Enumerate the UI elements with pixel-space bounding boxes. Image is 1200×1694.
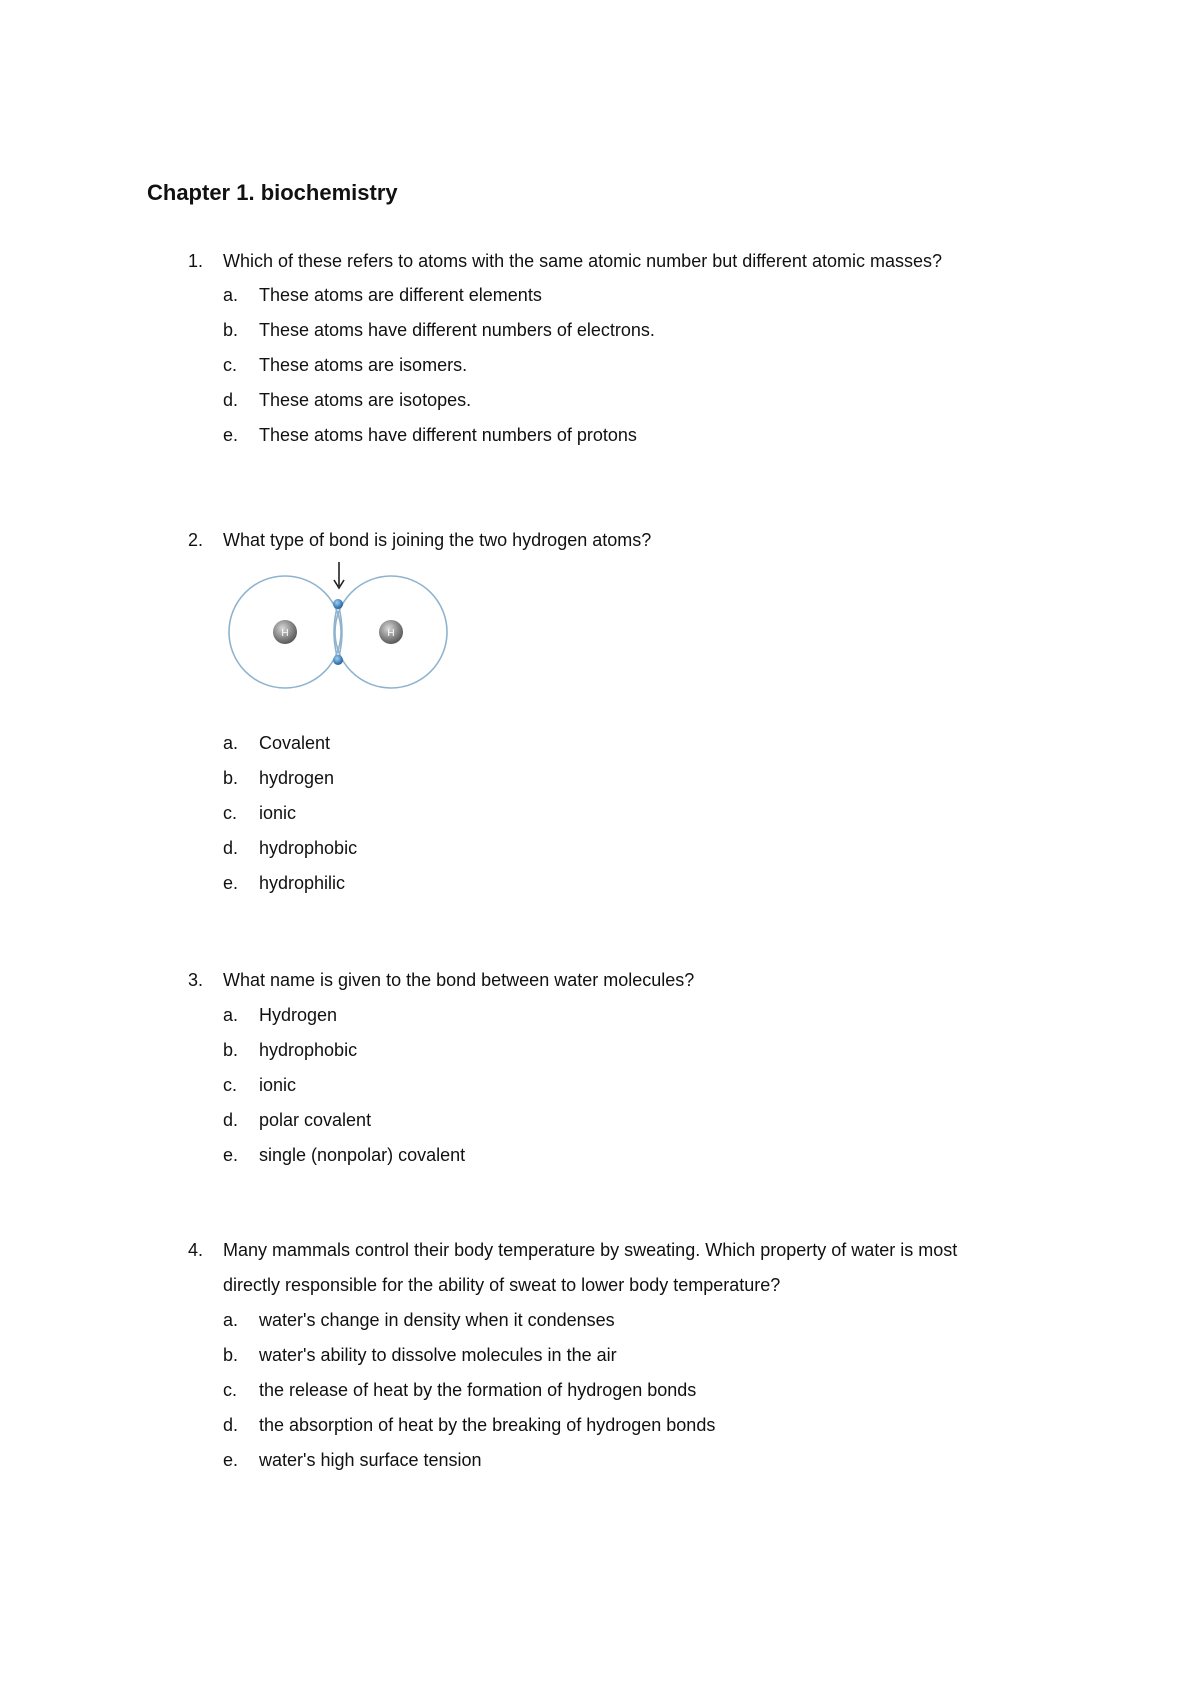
question-number: 1. [188, 251, 204, 271]
left-atom-label: H [281, 628, 289, 639]
option-letter: e. [223, 1145, 239, 1165]
option-letter: d. [223, 390, 239, 410]
option-text: hydrophilic [259, 873, 346, 893]
option-text: water's high surface tension [259, 1450, 482, 1470]
question-number: 2. [188, 530, 204, 550]
question-text: What name is given to the bond between water molecules? [223, 970, 695, 990]
option-text: These atoms have different numbers of electrons. [259, 320, 655, 340]
chapter-title: Chapter 1. biochemistry [147, 180, 398, 205]
option-letter: c. [223, 803, 238, 823]
option-text: hydrophobic [259, 1040, 358, 1060]
option-letter: e. [223, 1450, 239, 1470]
option-letter: d. [223, 838, 239, 858]
hydrogen-molecule-svg [222, 556, 452, 696]
option-text: water's change in density when it condenses [259, 1310, 615, 1330]
hydrogen-molecule-diagram [222, 556, 452, 696]
option-text: polar covalent [259, 1110, 372, 1130]
option-text: the release of heat by the formation of hydrogen bonds [259, 1380, 697, 1400]
option-letter: a. [223, 1310, 239, 1330]
option-text: These atoms are different elements [259, 285, 542, 305]
option-text: These atoms are isotopes. [259, 390, 472, 410]
question-number: 3. [188, 970, 204, 990]
option-letter: b. [223, 320, 239, 340]
option-letter: d. [223, 1415, 239, 1435]
option-letter: b. [223, 768, 239, 788]
option-text: hydrogen [259, 768, 335, 788]
option-text: hydrophobic [259, 838, 358, 858]
option-letter: e. [223, 425, 239, 445]
right-atom-label: H [387, 628, 395, 639]
electron-bottom [333, 655, 343, 665]
arrow-icon [334, 562, 344, 588]
option-text: ionic [259, 1075, 297, 1095]
option-text: Covalent [259, 733, 331, 753]
option-text: water's ability to dissolve molecules in the air [259, 1345, 617, 1365]
option-letter: c. [223, 355, 238, 375]
question-text: What type of bond is joining the two hydrogen atoms? [223, 530, 652, 550]
option-letter: a. [223, 1005, 239, 1025]
option-text: Hydrogen [259, 1005, 338, 1025]
option-letter: c. [223, 1380, 238, 1400]
question-text: Many mammals control their body temperature by sweating. Which property of water is most [223, 1240, 958, 1260]
option-letter: b. [223, 1345, 239, 1365]
option-letter: e. [223, 873, 239, 893]
question-text: Which of these refers to atoms with the same atomic number but different atomic masses? [223, 251, 942, 271]
option-letter: b. [223, 1040, 239, 1060]
option-letter: c. [223, 1075, 238, 1095]
option-text: These atoms have different numbers of protons [259, 425, 637, 445]
option-letter: a. [223, 285, 239, 305]
option-letter: a. [223, 733, 239, 753]
option-text: single (nonpolar) covalent [259, 1145, 466, 1165]
question-number: 4. [188, 1240, 204, 1260]
option-text: ionic [259, 803, 297, 823]
option-text: These atoms are isomers. [259, 355, 468, 375]
question-text: directly responsible for the ability of sweat to lower body temperature? [223, 1275, 781, 1295]
option-text: the absorption of heat by the breaking of hydrogen bonds [259, 1415, 716, 1435]
electron-top [333, 599, 343, 609]
option-letter: d. [223, 1110, 239, 1130]
